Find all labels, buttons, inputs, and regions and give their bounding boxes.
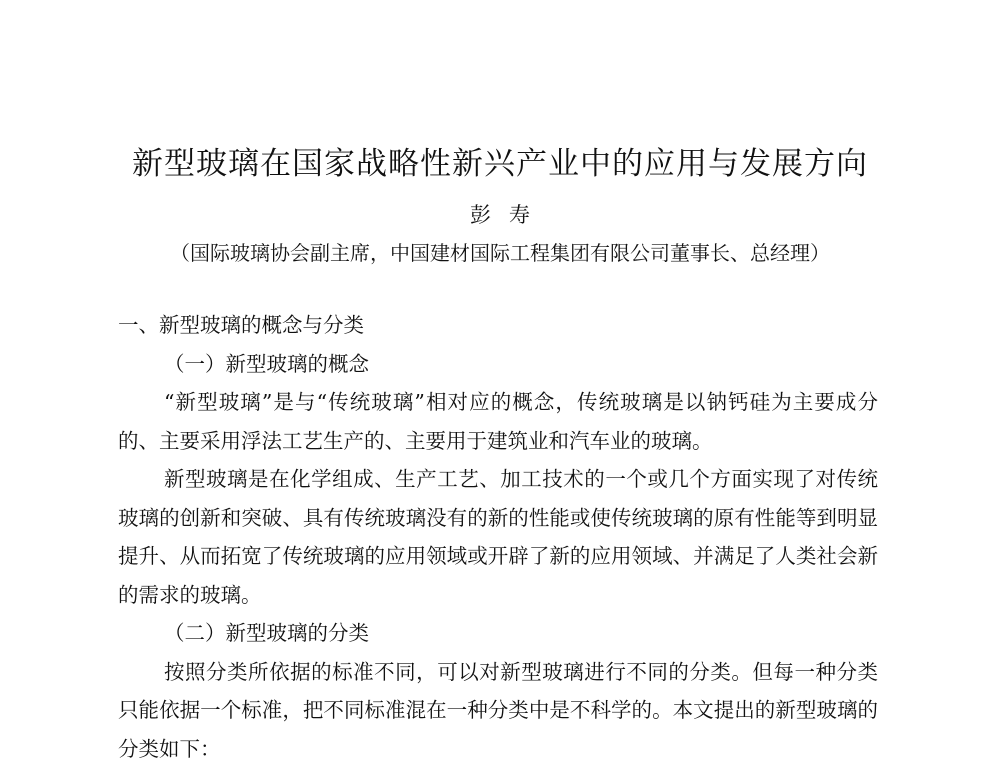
subsection-heading: （一）新型玻璃的概念 [118,345,878,384]
paragraph: 新型玻璃是在化学组成、生产工艺、加工技术的一个或几个方面实现了对传统玻璃的创新和突破、具有传统玻璃没有的新的性能或使传统玻璃的原有性能等到明显提升、从而拓宽了传统玻璃的应用领域或开辟了新的应用领域、并满足了人类社会新的需求的玻璃。 [118,460,878,614]
paragraph: “新型玻璃”是与“传统玻璃”相对应的概念，传统玻璃是以钠钙硅为主要成分的、主要采用浮法工艺生产的、主要用于建筑业和汽车业的玻璃。 [118,383,878,460]
body-text [118,306,878,768]
section-heading: 一、新型玻璃的概念与分类 [118,306,878,345]
author-name: 彭寿 [0,200,1000,230]
paragraph: 按照分类所依据的标准不同，可以对新型玻璃进行不同的分类。但每一种分类只能依据一个标准，把不同标准混在一种分类中是不科学的。本文提出的新型玻璃的分类如下： [118,653,878,768]
author-affiliation: （国际玻璃协会副主席，中国建材国际工程集团有限公司董事长、总经理） [0,238,1000,268]
subsection-heading: （二）新型玻璃的分类 [118,614,878,653]
page-title: 新型玻璃在国家战略性新兴产业中的应用与发展方向 [0,142,1000,186]
